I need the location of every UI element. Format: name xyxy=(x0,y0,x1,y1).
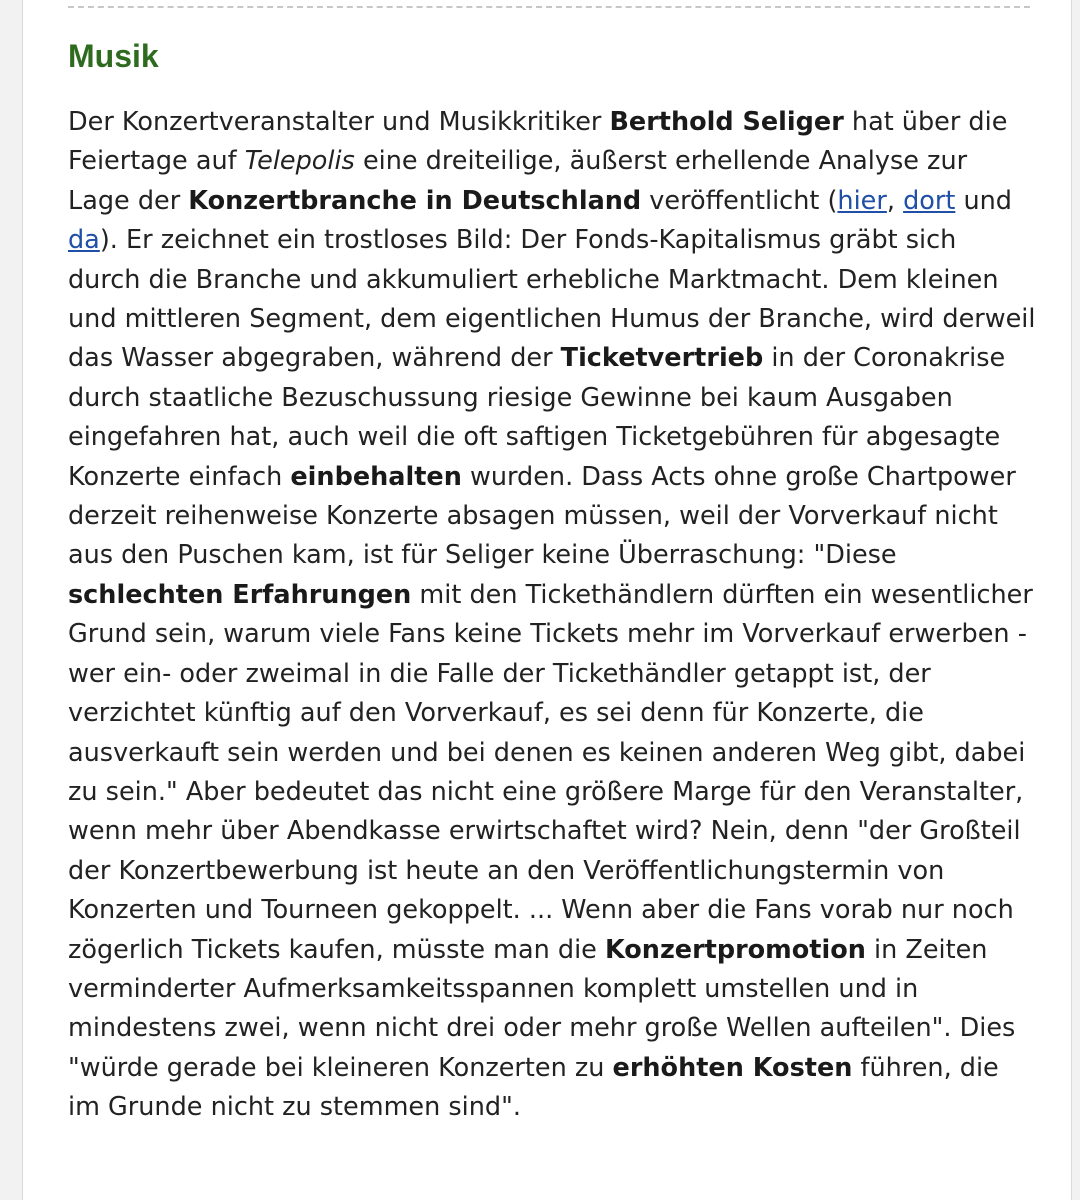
content-card xyxy=(22,0,1072,1200)
paragraph-text: in Zeiten verminderter Aufmerksamkeitsspannen komplett umstellen und in mindestens zwei, wenn nicht drei oder mehr große Wellen aufteilen". Dies "würde gerade bei kleineren Konzerten zu xyxy=(68,934,1016,1083)
paragraph-text: eine dreiteilige, äußerst erhellende Analyse zur Lage der xyxy=(68,146,968,216)
publication-telepolis: Telepolis xyxy=(244,146,355,177)
paragraph-text: Der Konzertveranstalter und Musikkritiker xyxy=(68,107,610,137)
highlight-schlechten-erfahrungen: schlechten Erfahrungen xyxy=(68,579,412,610)
article-section xyxy=(68,36,1036,1128)
article-paragraph xyxy=(68,103,1036,1128)
paragraph-text: und xyxy=(955,185,1012,216)
paragraph-text: führen, die im Grunde nicht zu stemmen sind". xyxy=(68,1052,999,1123)
link-da[interactable]: da xyxy=(68,225,100,256)
link-dort[interactable]: dort xyxy=(903,185,956,216)
paragraph-text: wurden. Dass Acts ohne große Chartpower derzeit reihenweise Konzerte absagen müssen, weil der Vorverkauf nicht aus den Puschen kam, ist für Seliger keine Überraschung: "Diese xyxy=(68,461,1016,571)
paragraph-text: veröffentlicht ( xyxy=(641,185,838,216)
paragraph-text: , xyxy=(886,185,904,216)
paragraph-text: in der Coronakrise durch staatliche Bezuschussung riesige Gewinne bei kaum Ausgaben eingefahren hat, auch weil die oft saftigen Ticketgebühren für abgesagte Konzerte einfach xyxy=(68,343,1006,492)
highlight-berthold-seliger: Berthold Seliger xyxy=(609,107,844,137)
highlight-ticketvertrieb: Ticketvertrieb xyxy=(560,343,764,374)
paragraph-text: mit den Tickethändlern dürften ein wesentlicher Grund sein, warum viele Fans keine Tickets mehr im Vorverkauf erwerben - wer ein- oder zweimal in die Falle der Tickethändler getappt ist, der verzichtet künftig auf den Vorverkauf, es sei denn für Konzerte, die ausverkauft sein werden und bei denen es keinen anderen Weg gibt, dabei zu sein." Aber bedeutet das nicht eine größere Marge für den Veranstalter, wenn mehr über Abendkasse erwirtschaftet wird? Nein, denn "der Großteil der Konzertbewerbung ist heute an den Veröffentlichungstermin von Konzerten und Tourneen gekoppelt. ... Wenn aber die Fans vorab nur noch zögerlich Tickets kaufen, müsste man die xyxy=(68,579,1033,965)
highlight-konzertpromotion: Konzertpromotion xyxy=(604,934,866,965)
link-hier[interactable]: hier xyxy=(837,185,887,216)
section-title: Musik xyxy=(68,38,159,74)
highlight-einbehalten: einbehalten xyxy=(290,461,462,492)
highlight-konzertbranche: Konzertbranche in Deutschland xyxy=(188,185,642,216)
highlight-erhoehten-kosten: erhöhten Kosten xyxy=(612,1052,853,1083)
paragraph-text: hat über die Feiertage auf xyxy=(68,107,1008,177)
paragraph-text: ). Er zeichnet ein trostloses Bild: Der Fonds-Kapitalismus gräbt sich durch die Branche und akkumuliert erhebliche Marktmacht. Dem kleinen und mittleren Segment, dem eigentlichen Humus der Branche, wird derweil das Wasser abgegraben, während der xyxy=(68,225,1036,374)
section-divider xyxy=(68,6,1030,8)
